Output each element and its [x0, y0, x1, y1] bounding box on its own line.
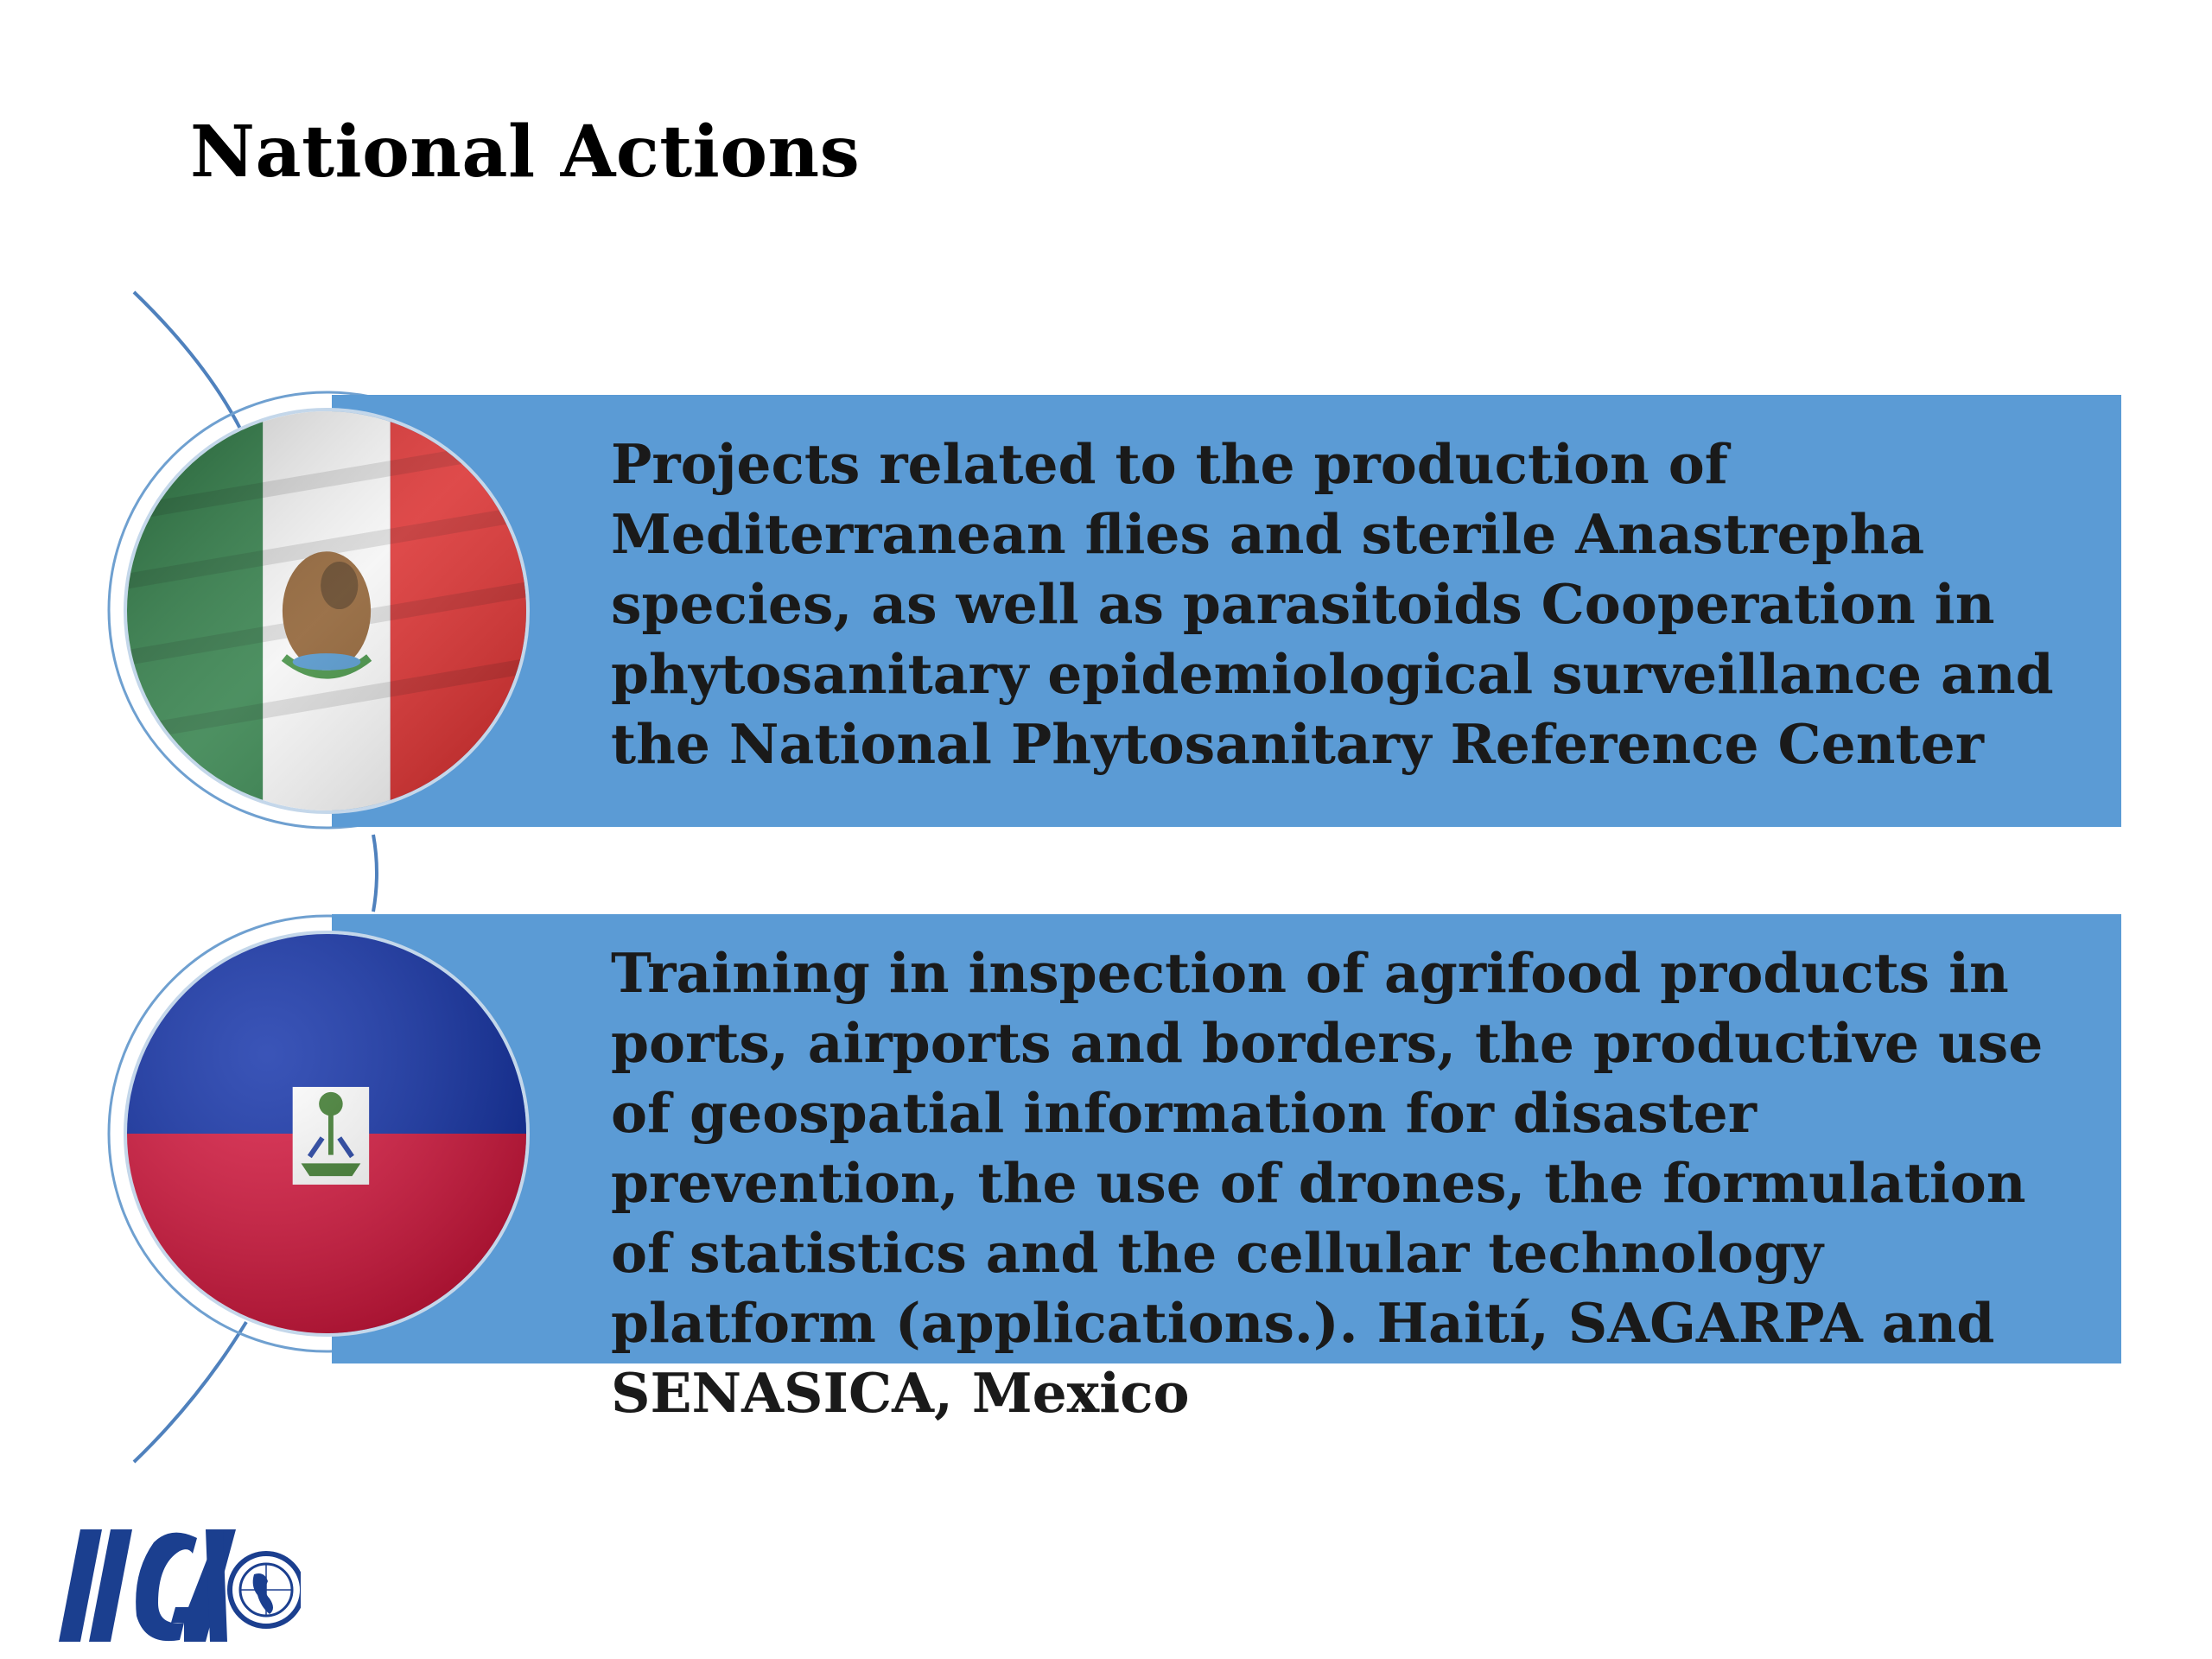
iica-globe-seal-icon	[230, 1554, 301, 1626]
action-panel-haiti	[332, 914, 2121, 1425]
action-panel-mexico	[332, 395, 2121, 827]
mexico-flag-icon	[124, 408, 530, 814]
haiti-flag-icon	[124, 931, 530, 1337]
iica-logo	[50, 1512, 301, 1650]
action-text-mexico: Projects related to the production of Mediterranean flies and sterile Anastrepha species, as well as parasitoids Cooperation in phytosanitary epidemiological surveillance and the National Phytosanitary Reference Center	[611, 432, 2054, 776]
page-title: National Actions	[190, 111, 861, 194]
action-text-haiti: Training in inspection of agrifood products in ports, airports and borders, the productive use of geospatial information for disaster prevention, the use of drones, the formulation of statistics and the cellular technology platform (applications.). Haití, SAGARPA and SENASICA, Mexico	[611, 941, 2044, 1425]
